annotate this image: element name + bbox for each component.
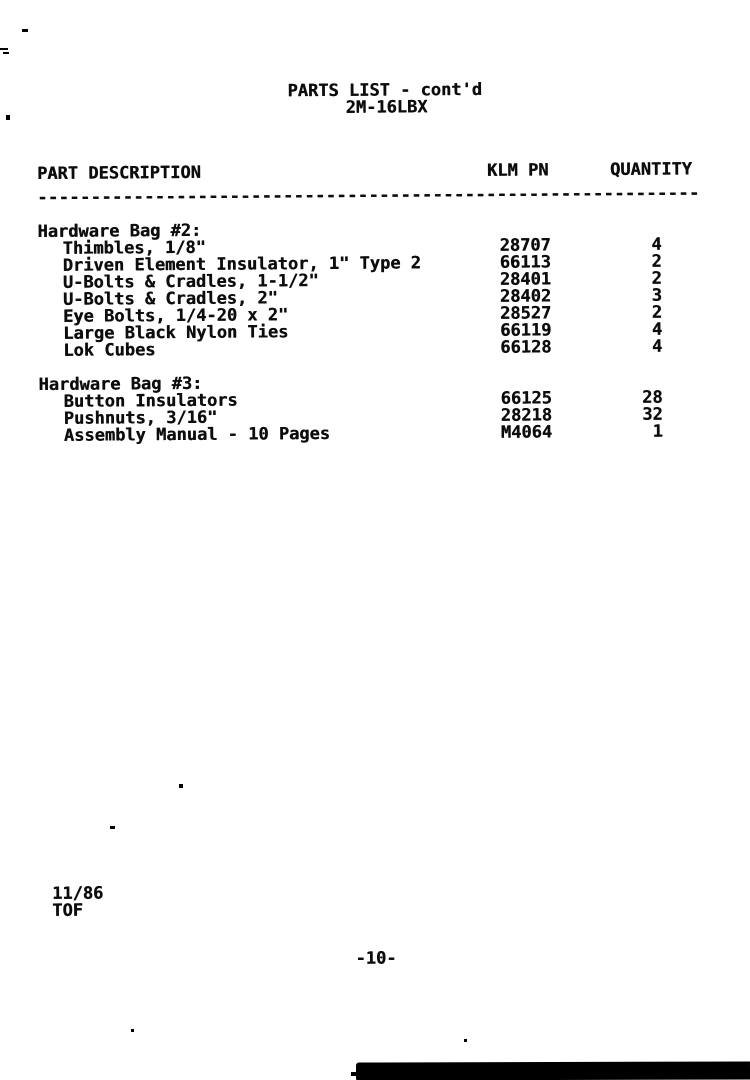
quantity: 28 — [642, 387, 663, 408]
part-description: Button Insulators — [63, 390, 238, 412]
part-number: 28218 — [500, 405, 552, 426]
part-number: 66128 — [500, 337, 552, 358]
scan-speck — [22, 29, 28, 32]
column-header-klm-pn: KLM PN — [486, 160, 549, 181]
document-title: PARTS LIST - cont'd — [287, 79, 482, 102]
part-description: Assembly Manual - 10 Pages — [63, 423, 331, 446]
document-subtitle-model: 2M-16LBX — [345, 97, 428, 118]
quantity: 4 — [651, 319, 663, 340]
quantity: 32 — [642, 404, 663, 425]
quantity: 2 — [651, 302, 663, 323]
quantity: 3 — [651, 285, 662, 306]
part-number: 28402 — [499, 286, 552, 307]
part-number: 66113 — [499, 252, 551, 273]
part-description: Thimbles, 1/8" — [62, 237, 206, 259]
quantity: 2 — [651, 268, 662, 289]
part-description: Eye Bolts, 1/4-20 x 2" — [62, 305, 289, 327]
scan-speck — [110, 826, 115, 829]
part-number: 28401 — [499, 269, 552, 290]
scan-edge-bar — [356, 1061, 750, 1080]
column-header-part-description: PART DESCRIPTION — [36, 162, 201, 184]
part-number: 66119 — [500, 320, 552, 341]
part-number: 66125 — [500, 388, 552, 409]
revision-date: 11/86 — [51, 883, 104, 904]
page-number: -10- — [355, 948, 397, 969]
column-header-quantity: QUANTITY — [609, 159, 692, 180]
dashed-divider: -------------------------------------------------------------- — [37, 183, 700, 208]
quantity: 4 — [651, 234, 662, 255]
quantity: 2 — [651, 251, 662, 272]
section-title: Hardware Bag #3: — [38, 373, 203, 395]
part-number: M4064 — [500, 422, 553, 443]
scan-speck — [0, 48, 8, 50]
quantity: 4 — [651, 336, 663, 357]
part-description: Large Black Nylon Ties — [63, 322, 289, 344]
scan-speck — [6, 115, 10, 120]
table-row — [39, 421, 663, 446]
quantity: 1 — [652, 421, 663, 442]
table-row — [38, 336, 663, 361]
scan-speck — [131, 1029, 134, 1032]
part-number: 28707 — [499, 235, 551, 256]
parts-table — [36, 159, 700, 446]
part-description: U-Bolts & Cradles, 1-1/2" — [62, 271, 319, 293]
table-header-row — [36, 159, 692, 184]
footer-code: TOF — [52, 900, 83, 921]
scan-speck — [3, 52, 9, 54]
part-description: Lok Cubes — [63, 340, 156, 361]
parts-table-body — [37, 220, 663, 445]
part-number: 28527 — [499, 303, 552, 324]
section-title: Hardware Bag #2: — [37, 220, 202, 242]
scan-speck — [464, 1039, 467, 1042]
part-description: Driven Element Insulator, 1" Type 2 — [62, 253, 421, 276]
scan-speck — [179, 784, 183, 788]
part-description: U-Bolts & Cradles, 2" — [62, 288, 278, 310]
part-description: Pushnuts, 3/16" — [63, 407, 218, 429]
